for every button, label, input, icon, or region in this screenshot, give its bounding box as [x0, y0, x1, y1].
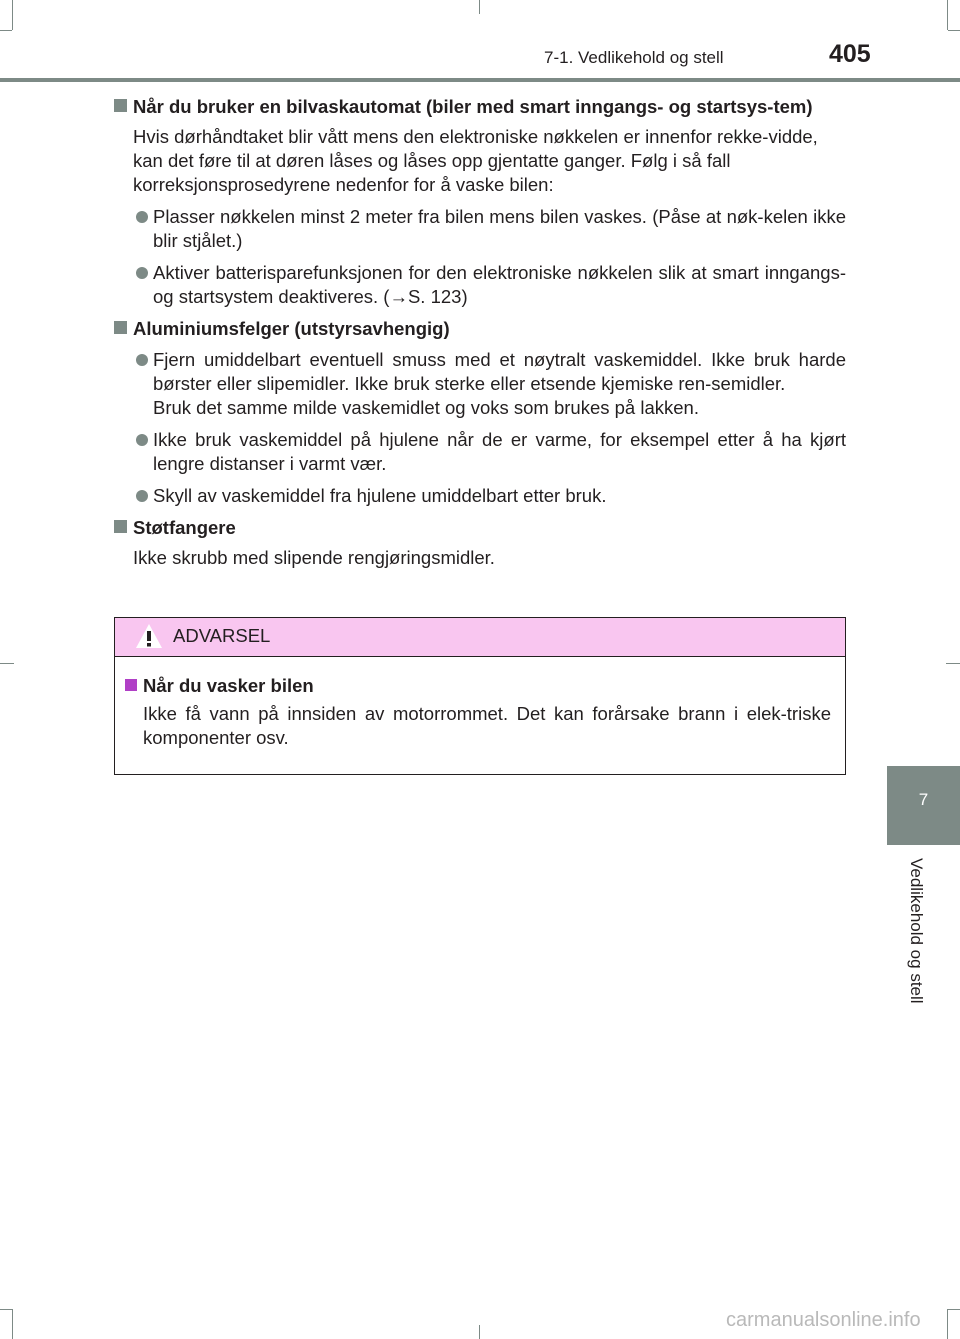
- list-item-text: Skyll av vaskemiddel fra hjulene umiddelbart etter bruk.: [153, 485, 607, 506]
- warning-heading: [125, 674, 831, 698]
- round-bullet-icon: [136, 354, 148, 366]
- list-item-text: Plasser nøkkelen minst 2 meter fra bilen mens bilen vaskes. (Påse at nøk-kelen ikke blir stjålet.): [153, 206, 846, 251]
- header-rule: [0, 78, 960, 82]
- crop-mark: [948, 1309, 960, 1310]
- warning-body: [125, 674, 831, 750]
- list-item-text: Ikke bruk vaskemiddel på hjulene når de er varme, for eksempel etter å ha kjørt lengre distanser i varmt vær.: [153, 429, 846, 474]
- section-paragraph: Hvis dørhåndtaket blir vått mens den elektroniske nøkkelen er innenfor rekke-vidde, kan det føre til at døren låses og låses opp gjentatte ganger. Følg i så fall korreksjonsprosedyrene nedenfor for å vaske bilen:: [133, 126, 818, 195]
- square-bullet-icon: [114, 99, 127, 112]
- crop-mark: [479, 0, 480, 14]
- section-heading: [114, 95, 846, 119]
- chapter-number: 7: [918, 790, 929, 809]
- crop-mark: [479, 1325, 480, 1339]
- list-item: [114, 484, 846, 508]
- section-heading-text: Aluminiumsfelger (utstyrsavhengig): [133, 318, 450, 339]
- crop-mark: [0, 1309, 12, 1310]
- round-bullet-icon: [136, 267, 148, 279]
- warning-header: [115, 618, 845, 657]
- warning-box: [114, 617, 846, 775]
- section-paragraph: Ikke skrubb med slipende rengjøringsmidler.: [133, 547, 495, 568]
- list-item: [114, 348, 846, 420]
- crop-mark: [946, 663, 960, 664]
- crop-mark: [947, 0, 948, 30]
- chapter-tab: [887, 766, 960, 845]
- warning-triangle-icon: [135, 623, 163, 649]
- crop-mark: [12, 1309, 13, 1339]
- crop-mark: [948, 30, 960, 31]
- square-bullet-icon: [114, 520, 127, 533]
- page-content: [114, 95, 846, 570]
- section-heading-text: Støtfangere: [133, 517, 236, 538]
- warning-text: Ikke få vann på innsiden av motorrommet. Det kan forårsake brann i elek-triske komponenter osv.: [143, 703, 831, 748]
- chapter-label: Vedlikehold og stell: [907, 858, 926, 1004]
- round-bullet-icon: [136, 490, 148, 502]
- section-heading-text: Når du bruker en bilvaskautomat (biler med smart inngangs- og startsys-tem): [133, 96, 813, 117]
- square-bullet-icon: [114, 321, 127, 334]
- crop-mark: [12, 0, 13, 30]
- section-title: 7-1. Vedlikehold og stell: [544, 48, 724, 67]
- list-item-subtext: Bruk det samme milde vaskemidlet og voks som brukes på lakken.: [153, 397, 699, 418]
- warning-heading-text: Når du vasker bilen: [143, 675, 314, 696]
- list-item: [114, 428, 846, 476]
- list-item: [114, 261, 846, 309]
- crop-mark: [0, 663, 14, 664]
- page-number: 405: [829, 40, 871, 68]
- list-item: [114, 205, 846, 253]
- watermark-text: carmanualsonline.info: [726, 1309, 921, 1331]
- square-bullet-icon: [125, 679, 137, 691]
- section-heading: [114, 516, 846, 540]
- round-bullet-icon: [136, 434, 148, 446]
- list-item-text: Aktiver batterisparefunksjonen for den elektroniske nøkkelen slik at smart inngangs- og startsystem deaktiveres. (→S. 123): [153, 262, 846, 307]
- list-item-text: Fjern umiddelbart eventuell smuss med et nøytralt vaskemiddel. Ikke bruk harde børster eller slipemidler. Ikke bruk sterke eller etsende kjemiske ren-semidler.: [153, 349, 846, 394]
- section-heading: [114, 317, 846, 341]
- crop-mark: [0, 30, 12, 31]
- crop-mark: [947, 1309, 948, 1339]
- warning-title: ADVARSEL: [173, 625, 271, 646]
- round-bullet-icon: [136, 211, 148, 223]
